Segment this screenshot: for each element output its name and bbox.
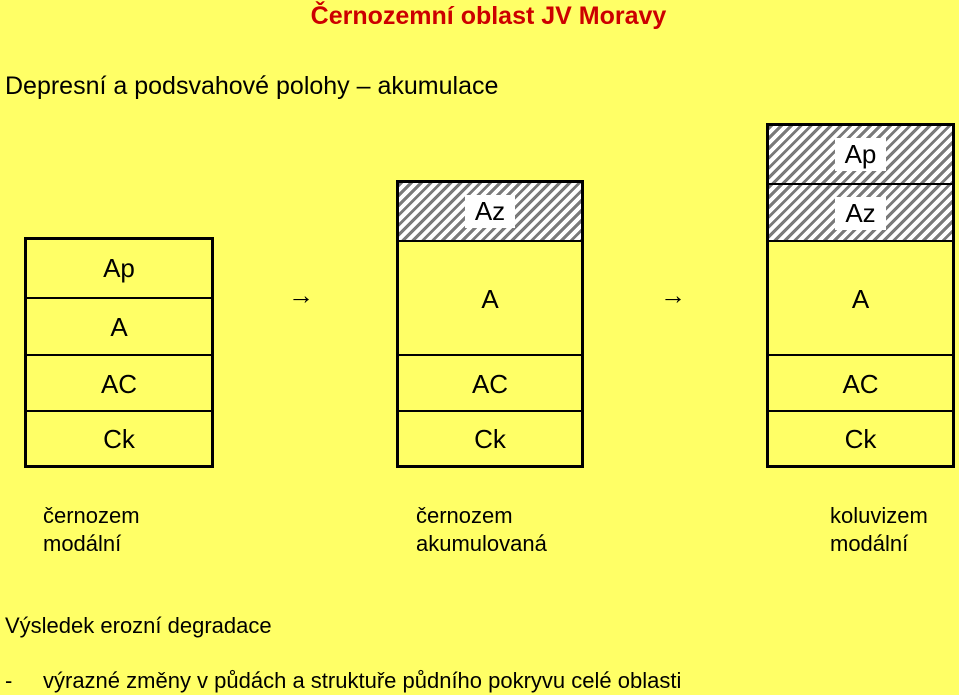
page-title: Černozemní oblast JV Moravy [310,2,667,30]
layer-ck [27,410,211,467]
layer-label: Az [835,197,885,230]
caption-line: akumulovaná [416,531,547,556]
subtitle: Depresní a podsvahové polohy – akumulace [5,72,499,100]
layer-label: Ck [474,424,506,454]
layer-ac [769,354,952,412]
layer-label: AC [100,368,138,399]
layer-a [27,297,211,356]
caption-profile-2 [416,502,547,558]
profile-cernozem-akumulovana [396,180,584,468]
layer-az [769,183,952,242]
arrow-right-icon: → [288,280,314,310]
layer-ac [27,354,211,412]
arrow-right-icon: → [660,280,686,310]
caption-profile-1 [43,502,140,558]
result-bullet-marker: - [5,668,13,693]
layer-ap [769,126,952,183]
layer-label: A [851,283,870,314]
layer-label: AC [471,368,509,399]
layer-label: Ap [835,138,887,171]
caption-line: černozem [416,503,513,528]
layer-label: Az [465,195,515,228]
layer-label: Ck [844,424,877,454]
layer-label: AC [842,368,879,399]
profile-cernozem-modalni [24,237,214,468]
layer-a [769,240,952,356]
profile-koluvizem-modalni [766,123,955,468]
layer-ap [27,240,211,297]
layer-ck [769,410,952,467]
caption-line: modální [830,531,909,556]
layer-az [399,183,581,240]
caption-line: modální [43,531,122,556]
layer-label: A [110,312,128,342]
layer-label: Ap [103,253,135,283]
caption-line: černozem [43,503,140,528]
layer-a [399,240,581,356]
layer-label: A [481,283,499,314]
layer-ck [399,410,581,467]
layer-label: Ck [103,424,135,454]
layer-ac [399,354,581,412]
caption-profile-3 [830,502,928,558]
result-bullet-text: výrazné změny v půdách a struktuře půdního pokryvu celé oblasti [43,668,682,693]
result-heading: Výsledek erozní degradace [5,613,272,638]
caption-line: koluvizem [830,503,928,528]
